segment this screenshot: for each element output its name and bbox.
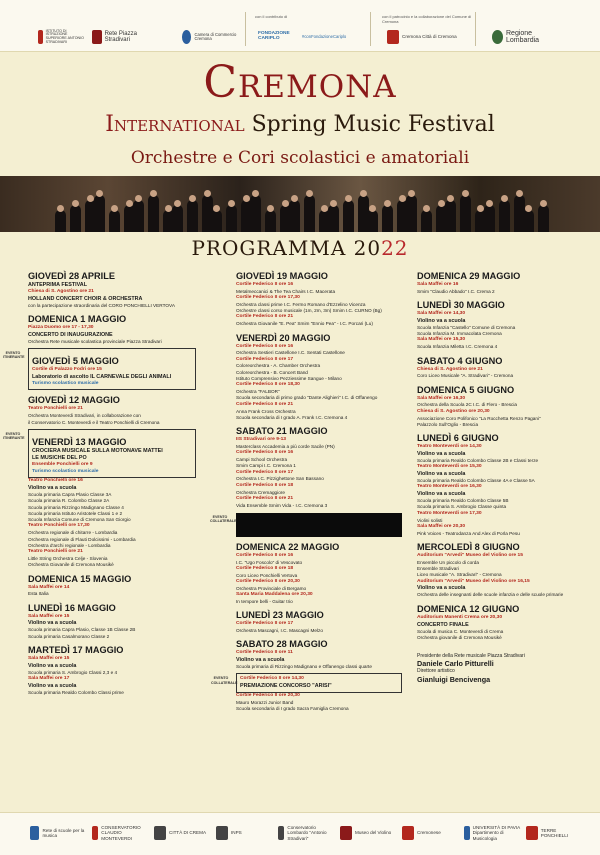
venue-time: Cortile Federico II ore 16 [236,552,294,558]
musician-head [243,195,250,202]
musician-head [189,195,196,202]
performer-line: Little String Orchestra Celje - Slovenia [28,555,108,561]
venue-time: Chiesa di S. Agostino ore 21 [417,366,483,372]
musician-figure [445,200,456,232]
event-title: Violino va a scuola [417,317,466,324]
musician-head [291,195,298,202]
partner-logo [278,823,336,843]
performer-line: Orchestra Giovanile di Cremona Mousikè [28,562,114,568]
musician-figure [265,210,276,232]
venue-time: Auditorium "Arvedi" Museo del Violino ore 16,15 [417,578,530,584]
venue-time: Cortile Federico II ore 17 [236,469,294,475]
performer-line: Scuola primaria Rizzingo Madignano Classe 4 [28,504,124,510]
performer-line: Orchestra Mascagni, I.C. Mascagni Melzo [236,628,324,634]
event-title: Violino va a scuola [28,682,77,689]
partner-name: Museo del Violino [355,830,392,836]
performer-line: Ensemble Stradivari [417,566,459,572]
performer-line: il Conservatorio C. Monteverdi e il Teatro Ponchielli di Cremona [28,419,160,425]
musician-figure [94,195,105,232]
festival-subtitle: International Spring Music Festival [105,112,495,137]
partner-name: INPS [231,830,242,836]
violin-icon [92,30,102,44]
venue-time: Chiesa di S. Agostino ore 21 [28,289,94,294]
event-title: Violino va a scuola [236,657,285,664]
venue-time: Cortile Federico II ore 20,30 [236,579,300,585]
musician-figure [328,205,339,232]
performer-line: Istituto Comprensivo Pezziessime Sangue - Milano [236,376,342,382]
credit-name: Gianluigi Bencivenga [417,674,491,684]
event-title: Violino va a scuola [417,491,466,498]
musician-head [423,205,430,212]
venue-time: Cortile Federico II ore 18 [236,566,294,571]
day-heading: SABATO 4 GIUGNO [417,355,503,366]
event-title: PREMIAZIONE CONCORSO "ARISI" [240,683,332,690]
performer-line: Violini solisti [417,517,443,523]
venue-time: Auditorium Manenti Crema ore 20,30 [417,614,503,620]
event-box [211,673,402,693]
performer-line: Campi School Orchestra [236,457,288,463]
performer-line: Scuola primaria S. Ambrogio Classi 2,3 e 4 [28,669,118,675]
musician-head [267,205,274,212]
venue-time: Cortile Federico II ore 21 [236,401,294,407]
performer-line: Pink Voices - Teatrodanza And Alex di Porla Pesu [417,530,520,536]
musician-head [306,190,313,197]
performer-line: I.C. "Ugo Foscolo" di Vescovato [236,559,303,565]
orchestra-photo [0,176,600,232]
performer-line: Coloreorchestra - A. Chamber Orchestra [236,363,321,369]
event-title: HOLLAND CONCERT CHOIR & ORCHESTRA [28,295,143,302]
venue-time: Cortile Federico II ore 18 [236,482,294,488]
musician-figure [211,210,222,232]
venue-time: Teatro Ponchielli ore 17,30 [28,523,90,529]
performer-line: Scuola secondaria di I grado Sacra Famiglia Cremona [236,706,349,712]
day-heading: DOMENICA 15 MAGGIO [28,573,132,584]
patrocinio-label: con il patrocinio e la collaborazione del Comune di Cremona [382,14,472,24]
venue-time: Sala Maffei ore 20,30 [417,523,466,529]
event-box [3,429,196,478]
sponsor-bar [0,0,600,52]
performer-line: Associazione Coro Polifonico "La Rocchetta Renzo Pagani" [417,415,541,421]
venue-time: Sala Maffei ore 14 [28,584,70,590]
day-heading: LUNEDÌ 23 MAGGIO [236,610,324,621]
musician-head [213,205,220,212]
musician-head [345,195,352,202]
performer-line: Orchestra delle insegnanti delle scuole infanzia e delle scuole primarie [417,592,564,598]
performer-line: Scuola primaria Realdo Colombo Classe 5B [417,498,509,504]
musician-head [126,200,133,207]
day-heading: GIOVEDÌ 12 MAGGIO [28,395,120,406]
venue-time: Santa Maria Maddalena ore 20,30 [236,592,313,598]
musician-figure [133,200,144,232]
musician-figure [250,195,261,232]
musician-head [525,205,532,212]
venue-time: Sala Maffei ore 14,30 [417,311,466,317]
day-heading: DOMENICA 1 MAGGIO [28,314,127,325]
venue-time: Cortile Federico II ore 16 [236,450,294,456]
day-heading: LUNEDÌ 30 MAGGIO [417,300,505,311]
venue-time: Cortile Federico II ore 16 [236,343,294,349]
side-tag: EVENTO COLLATERALE [210,514,237,524]
performer-line: Scuola Infanzia Miletta I.C. Cremona 4 [417,344,498,350]
performer-line: Orchestre classi corso musicale (1m, 2m, 3m) Smim I.C. CURNO (Bg) [236,308,382,314]
day-heading: MERCOLEDÌ 8 GIUGNO [417,541,520,552]
programma-heading: PROGRAMMA 2022 [191,236,409,260]
performer-line: Orchestra della Scuola 2C I.C. di Flero - Brescia [417,402,518,408]
event-title: CONCERTO DI INAUGURAZIONE [28,331,113,338]
musician-head [165,205,172,212]
day-heading: DOMENICA 5 GIUGNO [417,384,515,395]
performer-line: Orchestra Monteverdi Stradivari, in collaborazione con [28,413,141,419]
venue-time: Cortile Federico II ore 21 [236,314,294,320]
performer-line: Scuola secondaria di I grado A. Frank I.C. Cremona 4 [236,414,348,420]
venue-time: Teatro Ponchielli ore 16 [28,478,83,484]
day-heading: MARTEDÌ 17 MAGGIO [28,645,124,656]
venue-time: Cortile Federico II ore 16 [236,282,294,287]
performer-line: Scuola primaria Capra Plasio Classe 3A [28,491,112,497]
event-title: Laboratorio di ascolto IL CARNEVALE DEGLI ANIMALI [32,373,172,380]
musician-figure [382,205,393,232]
musician-figure [460,195,471,232]
musician-figure [55,210,66,232]
venue-time: Cortile Federico II ore 17 [236,356,294,362]
venue-time: IIS Stradivari ore 9-13 [236,437,287,443]
musician-figure [484,205,495,232]
venue-time: Teatro Monteverdi ore 14,30 [417,444,482,450]
musician-head [399,195,406,202]
musician-head [438,200,445,207]
performer-line: Orchestra Sestieri Castellone I.C. Sentati Castellone [236,350,345,356]
musician-head [96,190,103,197]
partner-name: CITTÀ DI CREMA [169,830,207,836]
performer-line: Scuola Infanzia "Castello" Comune di Cremona [417,324,516,330]
musician-figure [289,200,300,232]
coat-of-arms-icon [387,30,399,44]
musician-head [408,190,415,197]
venue-time: Chiesa di S. Agostino ore 20,30 [417,408,490,414]
performer-line: Orchestra Cremaggiore [236,489,285,495]
musician-head [72,200,79,207]
musician-head [87,195,94,202]
logo-istituto: ISTITUTO DI ISTRUZIONE SUPERIORE ANTONIO STRADIVARI [38,28,86,46]
performer-line: Scuola primaria S. Ambrogio Classe quinta [417,504,507,510]
musician-head [174,200,181,207]
partner-logo [464,823,522,843]
musician-figure [109,210,120,232]
side-tag: EVENTO ITINERANTE [3,351,25,360]
side-tag: EVENTO ITINERANTE [3,431,25,441]
emblem-icon [402,826,414,840]
musician-head [462,190,469,197]
musician-figure [343,200,354,232]
emblem-icon [216,826,228,840]
performer-line: In tempore belli - Guitar trio [236,598,293,604]
shield-icon [38,30,43,44]
musician-head [135,195,142,202]
musician-figure [538,205,549,232]
event-title: Violino va a scuola [417,450,466,457]
venue-time: Cortile Federico II ore 14,30 [240,676,304,682]
venue-time: Teatro Ponchielli ore 21 [28,549,83,555]
musician-figure [499,200,510,232]
venue-time: Piazza Duomo ore 17 - 17,30 [28,325,94,331]
festival-tagline: Orchestre e Cori scolastici e amatoriali [130,148,470,168]
tourism-tag: Turismo scolastico musicale [32,468,99,474]
partner-logo [216,823,274,843]
musician-head [501,195,508,202]
performer-line: Scuola primaria R. Colombo Classe 2A [28,498,110,504]
day-heading: SABATO 28 MAGGIO [236,639,328,650]
musician-head [204,190,211,197]
day-heading: GIOVEDÌ 5 MAGGIO [32,356,119,367]
performer-line: Smim Campi I.C. Cremona 1 [236,463,296,469]
venue-time: Teatro Ponchielli ore 21 [28,406,83,412]
venue-time: Sala Maffei ore 17 [28,676,70,682]
partner-name: CONSERVATORIO CLAUDIO MONTEVERDI [101,824,141,841]
musician-head [228,200,235,207]
event-title: ANTEPRIMA FESTIVAL [28,282,87,288]
performer-line: Scuola primaria Istituto Aristotele Classi 1 e 2 [28,510,123,516]
credit-name: Daniele Carlo Pitturelli [417,659,494,669]
event-title: CROCIERA MUSICALE SULLA MOTONAVE MATTEI [32,447,163,454]
venue-time: Cortile Federico II ore 18,30 [236,382,300,388]
event-title: Violino va a scuola [417,471,466,478]
musician-figure [148,195,159,232]
performer-line: Scuola Infanzia Comune di Cremona San Giorgio [28,517,131,523]
sponsor-divider [370,12,371,46]
venue-time: Teatro Monteverdi ore 15,30 [417,464,482,470]
event-title: Violino va a scuola [28,484,77,491]
partner-logo [340,823,398,843]
emblem-icon [92,826,98,840]
emblem-icon [278,826,284,840]
performer-line: Scuola primaria Casalmorano Classe 2 [28,633,110,639]
performer-line: Scuola di musica C. Monteverdi di Crema [417,628,504,634]
side-tag: EVENTO COLLATERALE [211,676,238,685]
credits [417,653,582,684]
partner-logo [154,823,212,843]
emblem-icon [340,826,352,840]
performer-line: Scuola primaria Realdo Colombo Classe 2B e Classi terze [417,457,539,463]
venue-time: Cortile Federico II ore 21 [236,495,294,501]
musician-figure [187,200,198,232]
musician-figure [367,210,378,232]
festival-title: Cremona [203,57,397,108]
venue-time: Sala Maffei ore 16,30 [417,395,466,401]
event-title: Violino va a scuola [28,662,77,669]
performer-line: Anna Frank Cross Orchestra [236,408,296,414]
musician-head [321,205,328,212]
day-heading: DOMENICA 22 MAGGIO [236,541,340,552]
credit-label: Direttore artistico [417,668,455,675]
venue-time: Sala Maffei ore 16 [417,282,459,287]
musician-head [486,200,493,207]
venue-time: Auditorium "Arvedi" Museo del Violino ore 15 [417,552,523,558]
performer-line: Orchestra Provinciale di Bergamo [236,585,307,591]
musician-head [150,190,157,197]
musician-head [330,200,337,207]
event-box [3,348,196,390]
event-title: LE MUSICHE DEL PO [32,454,87,461]
performer-line: Orchestra regionale di chitarre - Lombardia [28,530,118,536]
performer-line: Orchestra "FALBOR" [236,389,280,395]
performer-line: Esta Italia [28,591,49,597]
musician-figure [304,195,315,232]
venue-time: Sala Maffei ore 15 [28,656,70,662]
logo-fondazione-cariplo: FONDAZIONE CARIPLO [258,31,290,41]
musician-head [360,190,367,197]
performer-line: Orchestra classi prime I.C. Fermo Romano d'Ezzelino Vicenza [236,301,366,307]
venue-time: Cortile di Palazzo Fodri ore 15 [32,367,102,373]
day-heading: GIOVEDÌ 28 APRILE [28,271,115,281]
sponsor-divider [245,12,246,46]
day-heading: LUNEDÌ 16 MAGGIO [28,602,116,613]
musician-head [384,200,391,207]
performer-line: Scuola secondaria di primo grado "Dante Alighieri" I.C. di Offanengo [236,395,378,401]
musician-head [540,200,547,207]
performer-line: Scuola primaria Realdo Colombo Classi prime [28,689,124,695]
performer-line: Palazzolo Sull'Oglio - Brescia [417,421,479,427]
venue-time: Cortile Federico II ore 17,30 [236,295,300,301]
performer-line: Orchestra Rete musicale scolastica provinciale Piazza Stradivari [28,338,162,344]
partner-logo [526,823,584,843]
emblem-icon [464,826,470,840]
redacted-block [210,513,402,537]
performer-line: con la partecipazione straordinaria del CORO PONCHIELLI VERTOVA [28,302,175,308]
schedule-column-1 [3,266,196,696]
day-heading: DOMENICA 29 MAGGIO [417,271,521,281]
venue-time: Cortile Federico II ore 17 [236,621,294,627]
musician-figure [172,205,183,232]
event-title: Violino va a scuola [417,585,466,592]
logo-cariplo-tag: #conFondazioneCariplo [302,33,347,39]
partner-name: Conservatorio Lombardo "Antonio Stradivari" [287,824,327,841]
performer-line: Orchestra Giovanile "E. Pea" Smim "Ennio Pea" - I.C. Porcari (Lu) [236,321,373,327]
partner-logo [402,823,460,843]
day-heading: LUNEDÌ 6 GIUGNO [417,433,499,444]
musician-head [516,190,523,197]
performer-line: Orchestra regionale di Flauti Dolcissimi - Lombardia [28,536,136,542]
day-heading: SABATO 21 MAGGIO [236,426,328,437]
musician-figure [226,205,237,232]
performer-line: Ensemble Un piccolo di corda [417,559,480,565]
partner-logo [92,823,150,843]
venue-time: Sala Maffei ore 15 [28,613,70,619]
event-title: CONCERTO FINALE [417,621,469,628]
day-heading: GIOVEDÌ 19 MAGGIO [236,271,328,281]
partner-logo [30,823,88,843]
musician-figure [406,195,417,232]
musician-head [369,205,376,212]
partner-bar [0,812,600,855]
venue-time: Ensemble Ponchielli ore 9 [32,461,93,467]
day-heading: VENERDÌ 13 MAGGIO [32,436,127,447]
emblem-icon [526,826,538,840]
partner-name: Rete di scuole per la musica [42,827,85,838]
contributo-label: con il contributo di [255,14,288,19]
musician-head [477,205,484,212]
performer-line: Coloreorchestra - B. Concert Band [236,369,308,375]
logo-comune-cremona: Cremona Città di Cremona [387,28,457,46]
rose-icon [492,30,503,44]
performer-line: Metalmeccanici & The Tea Chairs I.C. Macerata [236,288,336,294]
partner-name: Cremonese [417,830,441,836]
musician-head [282,200,289,207]
musician-head [252,190,259,197]
tourism-tag: Turismo scolastico musicale [32,380,99,386]
schedule-column-2 [210,266,402,713]
logo-regione-lombardia: Regione Lombardia [492,28,562,46]
musician-head [57,205,64,212]
logo-camera-commercio: Camera di Commercio Cremona [182,28,242,46]
performer-line: Smim "Claudio Abbado" I.C. Crema 2 [417,288,495,294]
performer-line: Masterclass Accademia a più corde Sacile (PN) [236,443,335,449]
performer-line: Liceo musicale "A. Stradivari" - Cremona [417,572,502,578]
venue-time: Sala Maffei ore 15,30 [417,337,466,343]
performer-line: Scuola primaria di Rizzingo Madignano e Offanengo classi quarte [236,664,372,670]
schedule-column-3 [417,266,582,684]
performer-line: Scuola primaria Capra Plasio, Classe 1B Classe 2B [28,627,136,633]
day-heading: DOMENICA 12 GIUGNO [417,603,520,614]
performer-line: Mauro Morazzi Junior Band [236,700,294,706]
performer-line: Orchestra giovanile di Cremona Mousikè [417,634,502,640]
partner-name: UNIVERSITÀ DI PAVIA Dipartimento di Musicologia [472,824,520,841]
event-title: Violino va a scuola [28,620,77,627]
venue-time: Cortile Federico II ore 20,30 [236,693,300,699]
venue-time: Teatro Monteverdi ore 17,30 [417,510,482,516]
emblem-icon [154,826,166,840]
performer-line: Scuola Infanzia M. Immacolata Cremona [417,331,502,337]
logo-rete-stradivari: Rete Piazza Stradivari [92,28,152,46]
credit-label: Presidente della Rete musicale Piazza Stradivari [417,653,525,660]
musician-head [111,205,118,212]
venue-time: Teatro Monteverdi ore 16,30 [417,484,482,490]
performer-line: Orchestra d'archi regionale - Lombardia [28,542,111,548]
emblem-icon [30,826,39,840]
partner-name: TERRE PONCHIELLI [540,827,569,838]
performer-line: Coro Liceo Ponchielli Vertova [236,572,298,578]
circle-icon [182,30,191,44]
venue-time: Cortile Federico II ore 11 [236,650,293,656]
musician-figure [421,210,432,232]
performer-line: Vida Ensemble Smim Vida - I.C. Cremona 3 [236,502,328,508]
day-heading: VENERDÌ 20 MAGGIO [236,332,331,343]
musician-figure [70,205,81,232]
sponsor-divider [475,12,476,46]
musician-figure [523,210,534,232]
performer-line: Orchestra I.C. Pizzighettone San Bassano [236,476,324,482]
performer-line: Scuola primaria Realdo Colombo Classe 4A e Classe 5A [417,478,535,484]
performer-line: Coro Liceo Musicale "A. Stradivari" - Cremona [417,373,514,379]
musician-head [447,195,454,202]
